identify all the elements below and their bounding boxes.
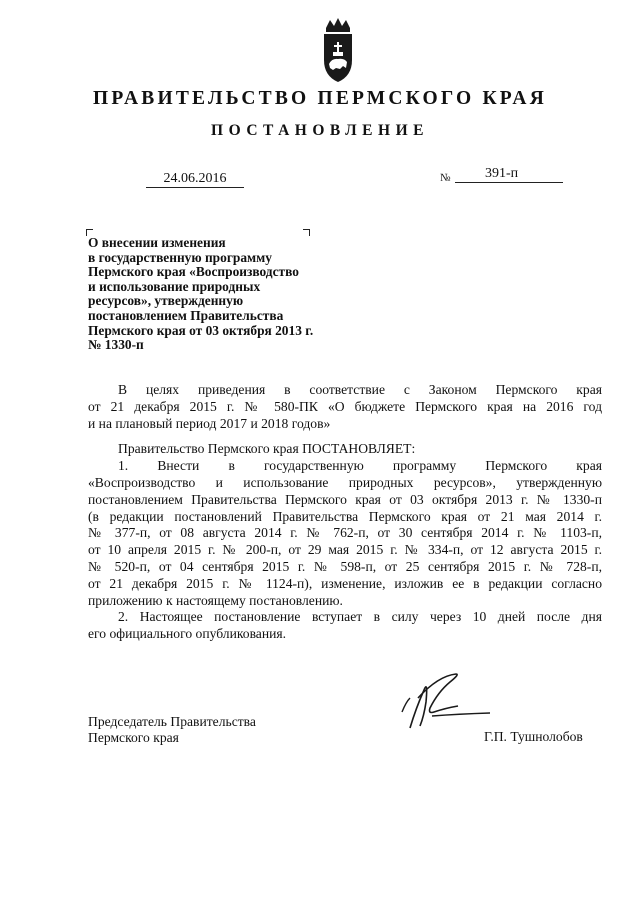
subject-line: и использование природных	[88, 278, 261, 294]
body-line: приложению к настоящему постановлению.	[88, 592, 343, 608]
document-date: 24.06.2016	[146, 171, 244, 188]
signer-name: Г.П. Тушнолобов	[484, 729, 583, 744]
body-line: его официального опубликования.	[88, 626, 287, 642]
government-title: ПРАВИТЕЛЬСТВО ПЕРМСКОГО КРАЯ	[93, 88, 547, 109]
body-line: постановлением Правительства Пермского края от 03 октября 2013 г. № 1330-п	[88, 491, 602, 507]
subject-line: № 1330-п	[88, 337, 144, 353]
body-line: Правительство Пермского края ПОСТАНОВЛЯЕТ:	[118, 441, 416, 457]
document-number: 391-п	[455, 166, 563, 183]
subject-line: Пермского края от 03 октября 2013 г.	[88, 322, 314, 338]
subject-line: Пермского края «Воспроизводство	[88, 264, 299, 280]
number-sign: №	[440, 172, 451, 184]
handwritten-signature	[398, 668, 498, 736]
body-line: (в редакции постановлений Правительства Пермского края от 21 мая 2014 г.	[88, 508, 602, 524]
subject-corner-right	[303, 229, 310, 236]
body-line: № 377-п, от 08 августа 2014 г. № 762-п, от 30 сентября 2014 г. № 1103-п,	[88, 525, 602, 541]
body-line: «Воспроизводство и использование природных ресурсов», утвержденную	[88, 474, 602, 490]
document-type-title: ПОСТАНОВЛЕНИЕ	[211, 122, 429, 139]
subject-line: постановлением Правительства	[88, 307, 284, 323]
coat-of-arms-emblem	[318, 16, 358, 84]
document-subject	[88, 236, 368, 353]
body-line: от 10 апреля 2015 г. № 200-п, от 29 мая 2015 г. № 334-п, от 12 августа 2015 г.	[88, 542, 602, 558]
body-line: от 21 декабря 2015 г. № 580-ПК «О бюджете Пермского края на 2016 год	[88, 398, 602, 414]
subject-line: О внесении изменения	[88, 235, 226, 250]
body-line: и на плановый период 2017 и 2018 годов»	[88, 415, 331, 431]
body-line: № 520-п, от 04 сентября 2015 г. № 598-п, от 25 сентября 2015 г. № 728-п,	[88, 558, 602, 574]
body-line: 2. Настоящее постановление вступает в силу через 10 дней после дня	[118, 609, 602, 625]
subject-line: в государственную программу	[88, 249, 272, 265]
signer-position	[88, 714, 256, 746]
body-line: от 21 декабря 2015 г. № 1124-п), изменение, изложив ее в редакции согласно	[88, 575, 602, 591]
subject-line: ресурсов», утвержденную	[88, 293, 244, 309]
body-line: В целях приведения в соответствие с Законом Пермского края	[118, 382, 602, 397]
signer-position-line: Председатель Правительства	[88, 714, 256, 729]
signer-position-line: Пермского края	[88, 730, 179, 745]
document-body	[88, 382, 602, 643]
body-line: 1. Внести в государственную программу Пермского края	[118, 458, 602, 474]
